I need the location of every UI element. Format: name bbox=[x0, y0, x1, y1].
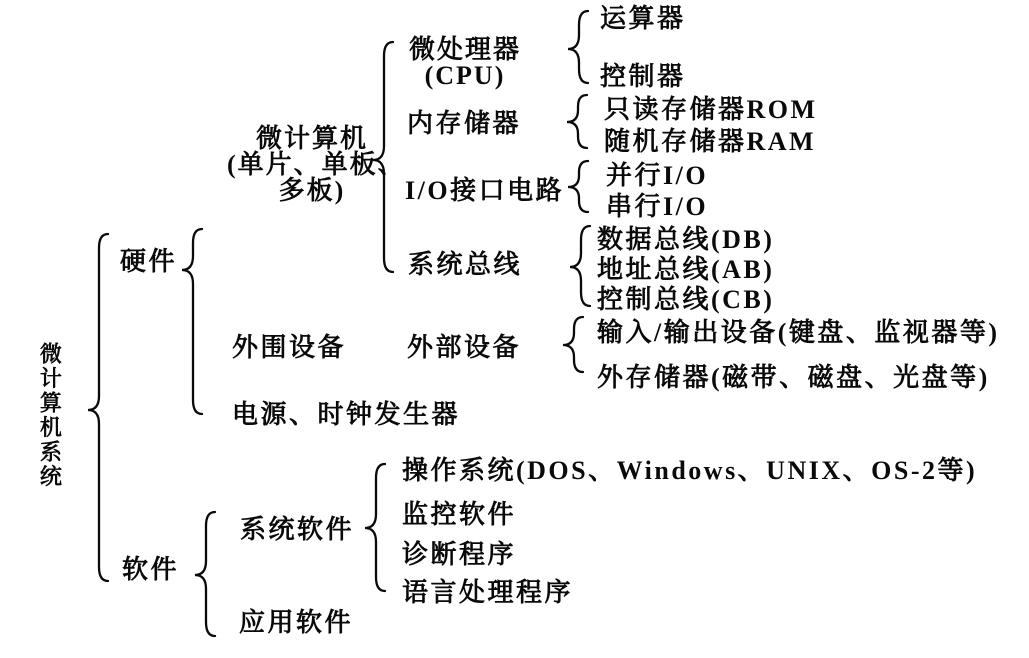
language-processor-label: 语言处理程序 bbox=[402, 578, 574, 607]
microcomputer-line-2: (单片、单板、 bbox=[227, 150, 406, 179]
serial-io-label: 串行I/O bbox=[606, 192, 709, 221]
hardware-label: 硬件 bbox=[120, 247, 178, 276]
application-software-label: 应用软件 bbox=[239, 608, 354, 637]
software-label: 软件 bbox=[122, 555, 180, 584]
software-brace bbox=[195, 512, 215, 636]
parallel-io-label: 并行I/O bbox=[606, 161, 709, 190]
system-bus-brace bbox=[570, 226, 590, 306]
power-clock-label: 电源、时钟发生器 bbox=[232, 400, 461, 429]
io-interface-brace bbox=[568, 161, 588, 212]
memory-label: 内存储器 bbox=[407, 109, 522, 138]
peripheral-label: 外围设备 bbox=[232, 333, 347, 362]
io-interface-label: I/O接口电路 bbox=[405, 176, 565, 205]
root-label: 微计算机系统 bbox=[37, 342, 63, 489]
microcomputer-line-3: 多板) bbox=[278, 176, 346, 205]
diagnostic-program-label: 诊断程序 bbox=[402, 540, 517, 569]
input-output-device-label: 输入/输出设备(键盘、监视器等) bbox=[597, 318, 1000, 347]
microcomputer-label bbox=[227, 124, 406, 205]
operating-system-label: 操作系统(DOS、Windows、UNIX、OS-2等) bbox=[402, 456, 978, 485]
address-bus-label: 地址总线(AB) bbox=[597, 255, 775, 284]
control-unit-label: 控制器 bbox=[600, 62, 686, 91]
external-device-label: 外部设备 bbox=[407, 333, 522, 362]
control-bus-label: 控制总线(CB) bbox=[597, 285, 775, 314]
cpu-label bbox=[405, 37, 525, 89]
monitor-software-label: 监控软件 bbox=[402, 500, 517, 529]
system-software-brace bbox=[365, 464, 385, 591]
alu-label: 运算器 bbox=[600, 4, 686, 33]
cpu-line-1: 微处理器 bbox=[408, 35, 521, 64]
microcomputer-line-1: 微计算机 bbox=[255, 124, 368, 153]
ram-label: 随机存储器RAM bbox=[604, 127, 817, 156]
root-brace bbox=[88, 234, 108, 581]
system-software-label: 系统软件 bbox=[240, 515, 355, 544]
system-bus-label: 系统总线 bbox=[408, 250, 523, 279]
external-storage-label: 外存储器(磁带、磁盘、光盘等) bbox=[597, 363, 990, 392]
memory-brace bbox=[567, 95, 587, 148]
external-device-brace bbox=[563, 317, 583, 372]
hardware-brace bbox=[182, 229, 202, 414]
data-bus-label: 数据总线(DB) bbox=[597, 225, 775, 254]
rom-label: 只读存储器ROM bbox=[604, 95, 818, 124]
cpu-line-2: (CPU) bbox=[424, 61, 506, 90]
cpu-brace bbox=[568, 11, 588, 83]
